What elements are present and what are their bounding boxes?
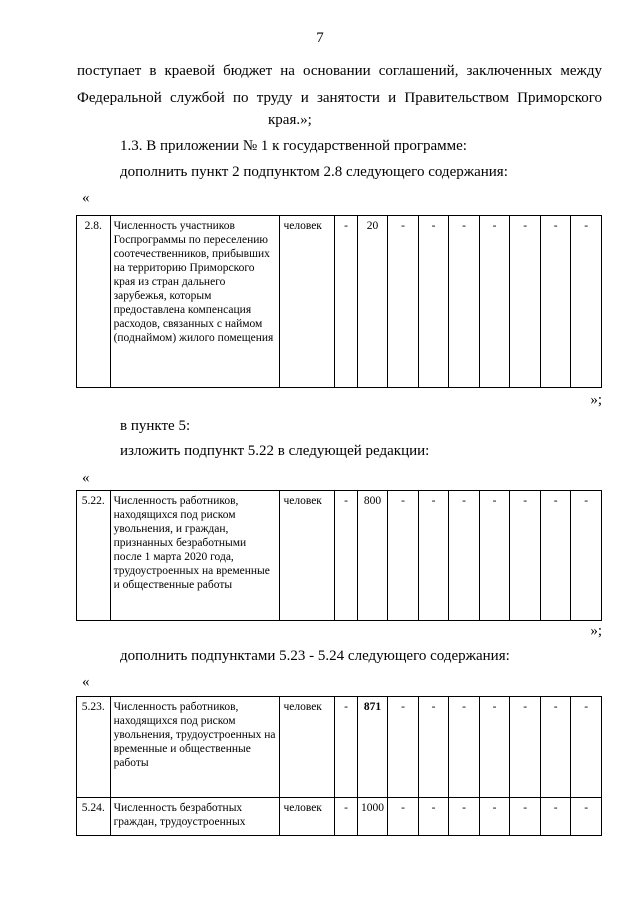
value-cell: -: [540, 491, 571, 621]
value-cell: -: [388, 798, 419, 836]
table-2-8: [76, 215, 602, 388]
value-cell: -: [571, 216, 602, 388]
value-cell: -: [335, 697, 357, 798]
indicator-name: Численность работников, находящихся под риском увольнения, трудоустроенных на временные и общественные работы: [110, 697, 280, 798]
value-cell: 871: [357, 697, 388, 798]
value-cell: -: [449, 216, 480, 388]
row-number: 2.8.: [77, 216, 111, 388]
open-quote-2: «: [82, 470, 90, 486]
value-cell: -: [479, 798, 510, 836]
row-number: 5.22.: [77, 491, 111, 621]
value-cell: -: [510, 697, 541, 798]
intro-line-3: края.»;: [268, 112, 312, 128]
value-cell: -: [418, 697, 449, 798]
table-5-23-5-24: [76, 696, 602, 836]
row-number: 5.24.: [77, 798, 111, 836]
open-quote-3: «: [82, 674, 90, 690]
value-cell: -: [335, 491, 357, 621]
unit: человек: [280, 697, 335, 798]
unit: человек: [280, 798, 335, 836]
table-5-22: [76, 490, 602, 621]
intro-line-2: Федеральной службой по труду и занятости и Правительством Приморского: [77, 90, 602, 106]
add-5-23-24-text: дополнить подпунктами 5.23 - 5.24 следующего содержания:: [120, 648, 510, 664]
table-row: [77, 491, 602, 621]
value-cell: -: [540, 697, 571, 798]
table-row: [77, 216, 602, 388]
value-cell: -: [510, 491, 541, 621]
item-1-3: 1.3. В приложении № 1 к государственной программе:: [120, 138, 467, 154]
value-cell: -: [449, 798, 480, 836]
value-cell: -: [479, 216, 510, 388]
indicator-name: Численность безработных граждан, трудоустроенных: [110, 798, 280, 836]
in-point-5: в пункте 5:: [120, 418, 191, 434]
value-cell: -: [418, 216, 449, 388]
value-cell: 1000: [357, 798, 388, 836]
value-cell: -: [510, 216, 541, 388]
table-row: [77, 798, 602, 836]
restate-5-22-text: изложить подпункт 5.22 в следующей редакции:: [120, 443, 430, 459]
intro-line-1: поступает в краевой бюджет на основании соглашений, заключенных между: [77, 63, 602, 79]
value-cell: -: [571, 798, 602, 836]
unit: человек: [280, 216, 335, 388]
close-quote-1: »;: [590, 392, 602, 408]
open-quote-1: «: [82, 190, 90, 206]
page-number: 7: [316, 30, 324, 46]
value-cell: -: [449, 697, 480, 798]
value-cell: -: [479, 697, 510, 798]
value-cell: -: [510, 798, 541, 836]
indicator-name: Численность участников Госпрограммы по переселению соотечественников, прибывших на территорию Приморского края из стран дальнего зарубежья, которым предоставлена компенсация расходов, связанных с наймом (поднаймом) жилого помещения: [110, 216, 280, 388]
value-cell: -: [449, 491, 480, 621]
value-cell: -: [335, 798, 357, 836]
value-cell: 800: [357, 491, 388, 621]
close-quote-2: »;: [590, 623, 602, 639]
value-cell: -: [388, 216, 419, 388]
value-cell: -: [479, 491, 510, 621]
value-cell: -: [388, 697, 419, 798]
value-cell: -: [335, 216, 357, 388]
unit: человек: [280, 491, 335, 621]
value-cell: 20: [357, 216, 388, 388]
table-row: [77, 697, 602, 798]
value-cell: -: [540, 798, 571, 836]
value-cell: -: [418, 491, 449, 621]
indicator-name: Численность работников, находящихся под риском увольнения, и граждан, признанных безработными после 1 марта 2020 года, трудоустроенных на временные и общественные работы: [110, 491, 280, 621]
value-cell: -: [571, 491, 602, 621]
row-number: 5.23.: [77, 697, 111, 798]
value-cell: -: [540, 216, 571, 388]
value-cell: -: [418, 798, 449, 836]
value-cell: -: [388, 491, 419, 621]
value-cell: -: [571, 697, 602, 798]
add-2-8-text: дополнить пункт 2 подпунктом 2.8 следующего содержания:: [120, 164, 508, 180]
